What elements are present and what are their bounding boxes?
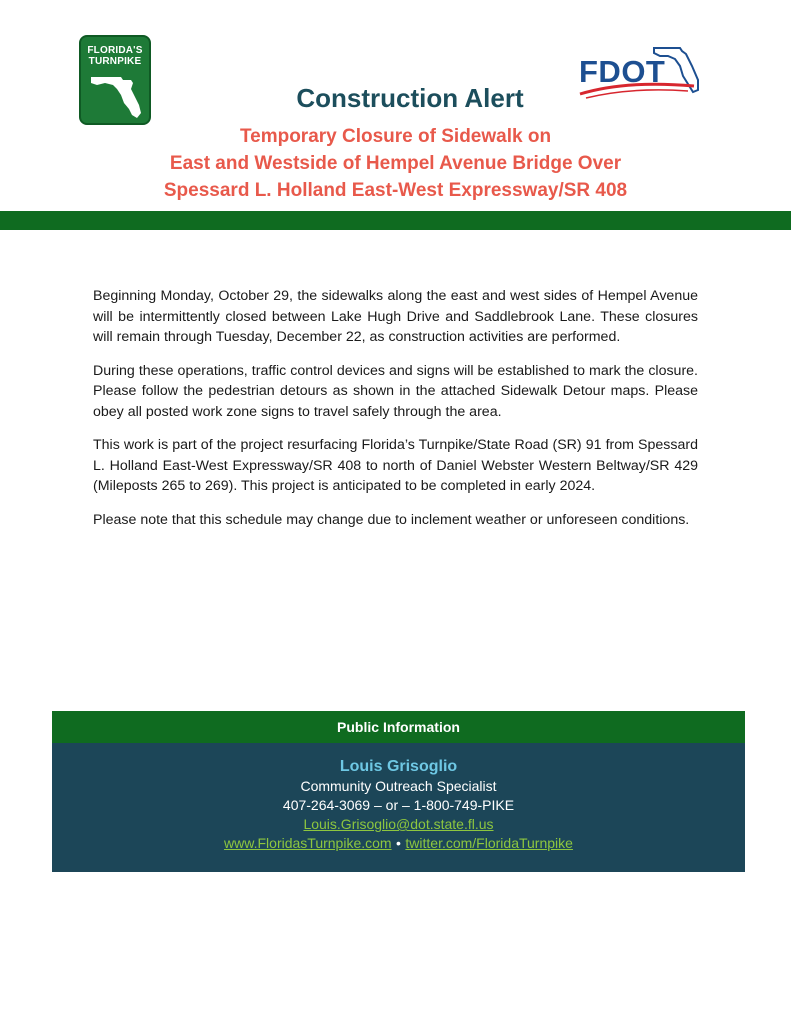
paragraph-3: This work is part of the project resurfacing Florida’s Turnpike/State Road (SR) 91 from Spessard L. Holland East-West Expressway/SR 408 to north of Daniel Webster Western Beltway/SR 429 (Mileposts 265 to 269). This project is anticipated to be completed in early 2024.	[93, 437, 698, 494]
public-information-box	[52, 711, 745, 872]
twitter-link[interactable]: twitter.com/FloridaTurnpike	[405, 835, 573, 851]
turnpike-logo-line1: FLORIDA'S	[87, 45, 143, 56]
contact-web-links	[52, 834, 745, 853]
turnpike-logo-line2: TURNPIKE	[88, 56, 142, 67]
contact-details	[52, 743, 745, 853]
link-separator: •	[396, 835, 401, 851]
header-divider-bar	[0, 211, 791, 230]
paragraph-1: Beginning Monday, October 29, the sidewalks along the east and west sides of Hempel Avenue will be intermittently closed between Lake Hugh Drive and Saddlebrook Lane. These closures will remain through Tuesday, December 22, as construction activities are performed.	[93, 288, 698, 345]
subtitle-line-3: Spessard L. Holland East-West Expressway/SR 408	[163, 180, 628, 201]
subtitle-line-2: East and Westside of Hempel Avenue Bridge Over	[169, 153, 622, 174]
subtitle	[0, 123, 791, 204]
fdot-logo-text: FDOT	[579, 54, 666, 89]
subtitle-line-1: Temporary Closure of Sidewalk on	[239, 126, 552, 147]
contact-phones: 407-264-3069 – or – 1-800-749-PIKE	[282, 797, 515, 813]
contact-name: Louis Grisoglio	[339, 758, 458, 775]
paragraph-4: Please note that this schedule may change due to inclement weather or unforeseen conditions.	[93, 511, 690, 528]
contact-email-link[interactable]: Louis.Grisoglio@dot.state.fl.us	[303, 816, 494, 832]
website-link[interactable]: www.FloridasTurnpike.com	[224, 835, 392, 851]
body-text	[93, 286, 698, 543]
paragraph-2: During these operations, traffic control devices and signs will be established to mark the closure. Please follow the pedestrian detours as shown in the attached Sidewalk Detour maps. Please obey all posted work zone signs to travel safely through the area.	[93, 362, 698, 420]
contact-role: Community Outreach Specialist	[300, 778, 497, 794]
public-information-heading: Public Information	[52, 711, 745, 743]
page-title: Construction Alert	[296, 83, 524, 113]
